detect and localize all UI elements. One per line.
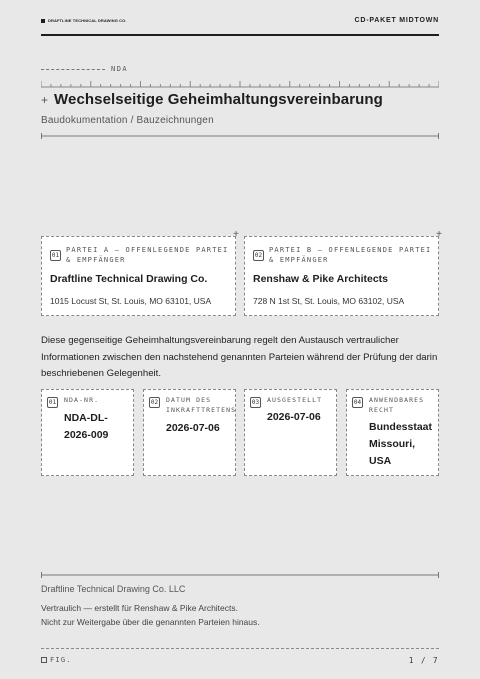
- logo-square-icon: [41, 19, 45, 23]
- page-title: Wechselseitige Geheimhaltungsvereinbarung: [54, 91, 383, 108]
- party-name: Renshaw & Pike Architects: [253, 273, 388, 285]
- party-badge: 01: [51, 252, 60, 259]
- tag-dash: [41, 69, 105, 70]
- plus-icon: +: [41, 92, 49, 107]
- footer-company: Draftline Technical Drawing Co. LLC: [41, 584, 186, 594]
- meta-value: [166, 420, 220, 437]
- plus-icon: +: [233, 229, 239, 240]
- party-address: 728 N 1st St, St. Louis, MO 63102, USA: [253, 296, 405, 306]
- meta-value: [64, 410, 108, 444]
- section-rule: [41, 133, 439, 139]
- document-tag: [41, 65, 128, 73]
- party-card-b: [244, 229, 442, 316]
- header-brand: [41, 18, 127, 23]
- meta-badge: 01: [48, 399, 57, 406]
- party-badge: 02: [254, 252, 263, 259]
- meta-value: [369, 419, 432, 470]
- meta-label: DATUM DES INKRAFTTRETENS: [166, 396, 237, 414]
- meta-badge: 04: [353, 399, 362, 406]
- meta-value-line: Bundesstaat: [369, 421, 433, 433]
- footer-fig: [41, 656, 72, 664]
- meta-value-line: NDA-DL-: [64, 412, 108, 424]
- page-number: 1 / 7: [408, 656, 439, 665]
- meta-value-line: Missouri,: [369, 438, 416, 450]
- footer-rule: [41, 572, 439, 578]
- plus-icon: +: [436, 229, 442, 240]
- header-company: DRAFTLINE TECHNICAL DRAWING CO.: [48, 18, 127, 23]
- meta-card-effective-date: [143, 389, 236, 476]
- footer-divider: [41, 648, 439, 649]
- party-name: Draftline Technical Drawing Co.: [50, 273, 208, 285]
- ruler: [41, 80, 439, 88]
- title-row: [41, 91, 383, 108]
- footer-fig-label: FIG.: [50, 656, 72, 664]
- page-header: [41, 16, 439, 36]
- meta-badge: 03: [251, 399, 260, 406]
- meta-label: ANWENDBARES RECHT: [369, 396, 425, 414]
- tag-text: NDA: [111, 65, 129, 73]
- meta-card-governing-law: [346, 389, 439, 476]
- meta-value-line: USA: [369, 455, 392, 467]
- meta-value-line: 2026-009: [64, 429, 109, 441]
- party-address: 1015 Locust St, St. Louis, MO 63101, USA: [50, 296, 212, 306]
- party-label: PARTEI B — OFFENLEGENDE PARTEI & EMPFÄNGER: [269, 246, 432, 264]
- meta-value-line: 2026-07-06: [166, 422, 220, 434]
- party-card-a: [41, 229, 239, 316]
- meta-label: NDA-NR.: [64, 396, 100, 404]
- header-package: CD-PAKET MIDTOWN: [354, 17, 439, 24]
- figure-frame-icon: [41, 657, 47, 663]
- intro-paragraph: Diese gegenseitige Geheimhaltungsvereinbarung regelt den Austausch vertraulicher Informationen zwischen den nachstehend genannten Parteien während der Prüfung der darin beschriebenen Gelegenheit.: [41, 335, 438, 379]
- meta-card-nda-number: [41, 389, 134, 476]
- page-subtitle: Baudokumentation / Bauzeichnungen: [41, 115, 214, 126]
- meta-value-line: 2026-07-06: [267, 411, 321, 423]
- party-label: PARTEI A — OFFENLEGENDE PARTEI & EMPFÄNGER: [66, 246, 229, 264]
- footer-note: Nicht zur Weitergabe über die genannten Parteien hinaus.: [41, 617, 260, 627]
- meta-value: [267, 409, 321, 426]
- footer-note: Vertraulich — erstellt für Renshaw & Pike Architects.: [41, 603, 238, 613]
- meta-badge: 02: [150, 399, 159, 406]
- meta-label: AUSGESTELLT: [267, 396, 323, 404]
- meta-card-issued: [244, 389, 337, 476]
